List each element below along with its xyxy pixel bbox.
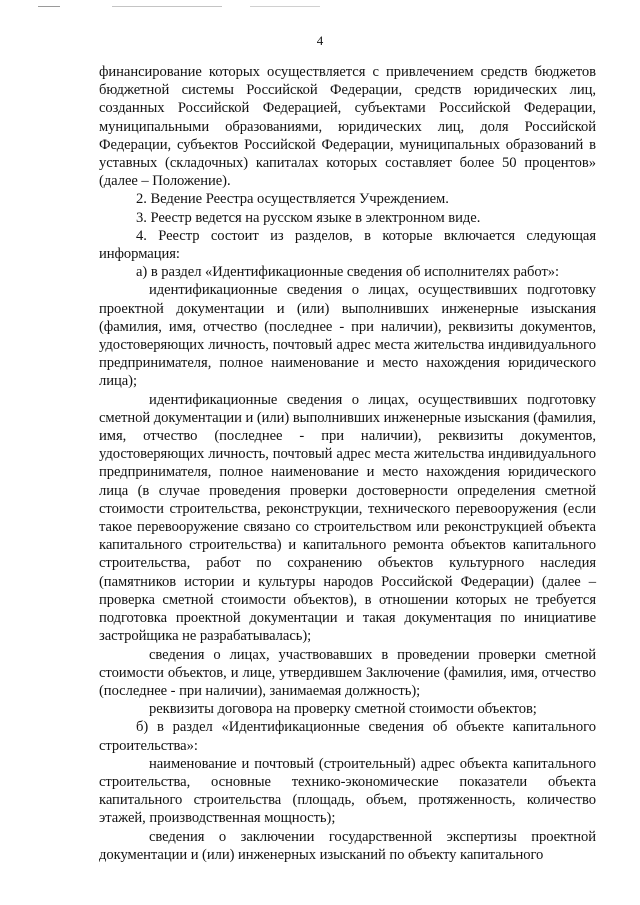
paragraph: идентификационные сведения о лицах, осуществивших подготовку проектной документации и (или) выполнивших инженерные изыскания (фамилия, имя, отчество (последнее - при наличии), реквизиты документов, удостоверяющих личность, почтовый адрес места жительства индивидуального предпринимателя, полное наименование и место нахождения юридического лица);: [99, 282, 596, 390]
scan-artifact-line: [38, 6, 60, 7]
document-body: [99, 63, 596, 864]
paragraph: реквизиты договора на проверку сметной стоимости объектов;: [149, 701, 537, 718]
scan-artifact-line: [250, 6, 320, 7]
paragraph: наименование и почтовый (строительный) адрес объекта капитального строительства, основные технико-экономические показатели объекта капитального строительства (площадь, объем, протяженность, количество этажей, производственная мощность);: [99, 755, 596, 827]
paragraph: 3. Реестр ведется на русском языке в электронном виде.: [136, 209, 481, 226]
paragraph: сведения о лицах, участвовавших в проведении проверки сметной стоимости объектов, и лице, утвердившем Заключение (фамилия, имя, отчество (последнее - при наличии), занимаемая должность);: [99, 646, 596, 699]
paragraph: 2. Ведение Реестра осуществляется Учреждением.: [136, 191, 449, 208]
paragraph: б) в раздел «Идентификационные сведения об объекте капитального строительства»:: [99, 719, 596, 754]
paragraph: идентификационные сведения о лицах, осуществивших подготовку сметной документации и (или) выполнивших инженерные изыскания (фамилия, имя, отчество (последнее - при наличии), реквизиты документов, удостоверяющих личность, почтовый адрес места жительства индивидуального предпринимателя, полное наименование и место нахождения юридического лица (в случае проведения проверки достоверности определения сметной стоимости строительства, реконструкции, технического перевооружения (если такое перевооружение связано со строительством или реконструкцией объекта капитального строительства) и капитального ремонта объектов капитального строительства, работ по сохранению объектов культурного наследия (памятников истории и культуры народов Российской Федерации) (далее – проверка сметной стоимости объектов), в отношении которых не требуется подготовка проектной документации и такая документация по инициативе застройщика не разрабатывалась);: [99, 391, 596, 645]
paragraph: а) в раздел «Идентификационные сведения об исполнителях работ»:: [136, 264, 560, 281]
page-number: 4: [316, 33, 324, 48]
paragraph: финансирование которых осуществляется с привлечением средств бюджетов бюджетной системы Российской Федерации, средств юридических лиц, созданных Российской Федерацией, субъектами Российской Федерации, муниципальными образованиями, юридических лиц, доля Российской Федерации, субъектов Российской Федерации, муниципальных образований в уставных (складочных) капиталах которых составляет более 50 процентов» (далее – Положение).: [99, 64, 596, 190]
scan-artifact-line: [112, 6, 222, 7]
paragraph: сведения о заключении государственной экспертизы проектной документации и (или) инженерных изысканий по объекту капитального: [99, 828, 596, 863]
paragraph: 4. Реестр состоит из разделов, в которые включается следующая информация:: [99, 227, 596, 263]
